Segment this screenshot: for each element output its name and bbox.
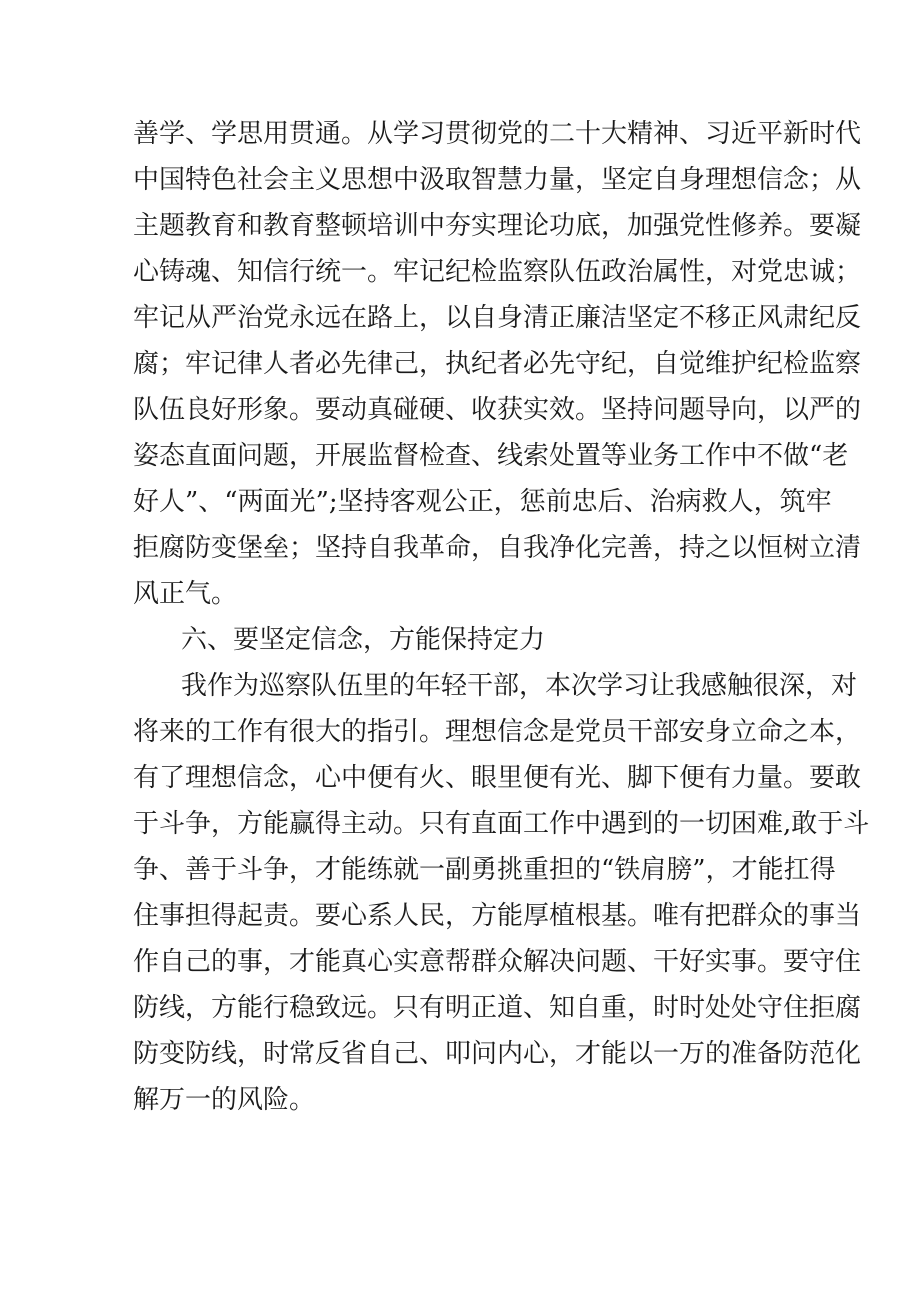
document-body [133,111,870,1123]
paragraph-1-line-11: 风正气。 [133,579,238,609]
paragraph-2-line-8: 防线，方能行稳致远。只有明正道、知自重，时时处处守住拒腐 [133,993,862,1023]
paragraph-1-line-8: 姿态直面问题，开展监督检查、线索处置等业务工作中不做“老 [133,441,849,471]
paragraph-2-line-7: 作自己的事，才能真心实意帮群众解决问题、干好实事。要守住 [133,947,862,977]
paragraph-1-line-3: 主题教育和教育整顿培训中夯实理论功底，加强党性修养。要凝 [133,211,862,241]
paragraph-2-line-1: 我作为巡察队伍里的年轻干部，本次学习让我感触很深，对 [181,671,858,701]
paragraph-2-line-3: 有了理想信念，心中便有火、眼里便有光、脚下便有力量。要敢 [133,763,862,793]
paragraph-1-line-5: 牢记从严治党永远在路上，以自身清正廉洁坚定不移正风肃纪反 [133,303,862,333]
paragraph-1-line-4: 心铸魂、知信行统一。牢记纪检监察队伍政治属性，对党忠诚； [133,257,862,287]
section-heading-6: 六、要坚定信念，方能保持定力 [181,625,546,655]
paragraph-1-line-2: 中国特色社会主义思想中汲取智慧力量，坚定自身理想信念；从 [133,165,862,195]
paragraph-2-line-6: 住事担得起责。要心系人民，方能厚植根基。唯有把群众的事当 [133,901,862,931]
paragraph-1-line-7: 队伍良好形象。要动真碰硬、收获实效。坚持问题导向，以严的 [133,395,862,425]
paragraph-2-line-2: 将来的工作有很大的指引。理想信念是党员干部安身立命之本， [133,717,862,747]
paragraph-2-line-5: 争、善于斗争，才能练就一副勇挑重担的“铁肩膀”，才能扛得 [133,855,836,885]
paragraph-1-line-9: 好人”、“两面光”;坚持客观公正，惩前忠后、治病救人，筑牢 [133,487,832,517]
paragraph-1-line-6: 腐；牢记律人者必先律己，执纪者必先守纪，自觉维护纪检监察 [133,349,862,379]
paragraph-1-line-10: 拒腐防变堡垒；坚持自我革命，自我净化完善，持之以恒树立清 [133,533,862,563]
paragraph-2-line-4: 于斗争，方能赢得主动。只有直面工作中遇到的一切困难,敢于斗 [133,809,870,839]
paragraph-1-line-1: 善学、学思用贯通。从学习贯彻党的二十大精神、习近平新时代 [133,119,862,149]
paragraph-2-line-10: 解万一的风险。 [133,1085,316,1115]
paragraph-2-line-9: 防变防线，时常反省自己、叩问内心，才能以一万的准备防范化 [133,1039,862,1069]
